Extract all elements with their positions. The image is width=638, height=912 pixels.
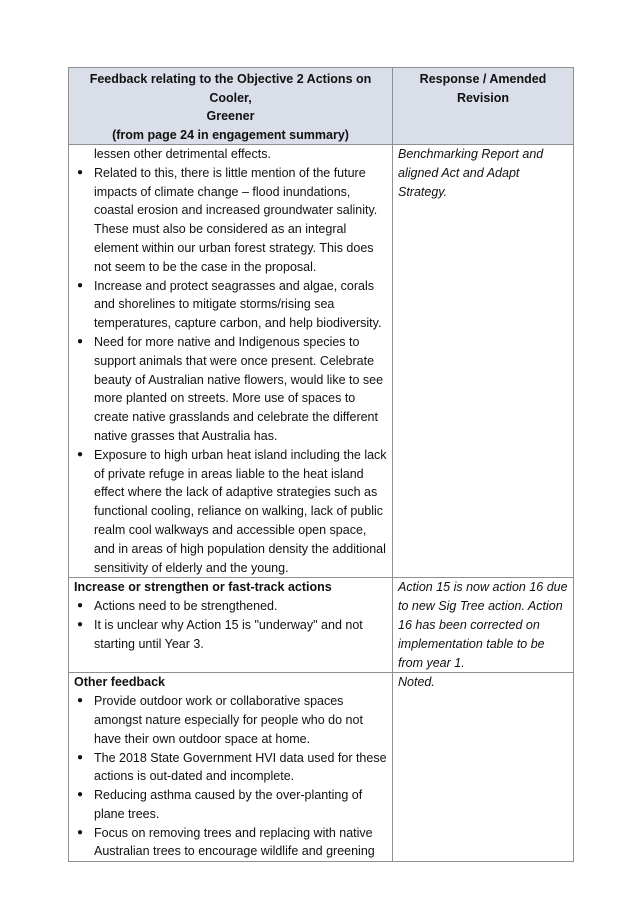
feedback-header-line-3: (from page 24 in engagement summary) <box>112 127 349 142</box>
bullet-icon: ● <box>76 751 84 763</box>
response-header-line-2: Revision <box>456 90 510 105</box>
section-heading: Increase or strengthen or fast-track actions <box>74 580 332 595</box>
bullet-icon: ● <box>76 600 84 612</box>
feedback-header-line-2: Greener <box>206 109 255 123</box>
list-item <box>74 597 388 616</box>
bullet-icon: ● <box>76 618 84 630</box>
bullet-icon: ● <box>76 279 84 291</box>
list-item <box>74 786 388 824</box>
list-item <box>74 824 388 862</box>
bullet-icon: ● <box>76 789 84 801</box>
response-cell: Noted. <box>393 673 574 862</box>
list-item <box>74 749 388 787</box>
table-row <box>69 673 574 862</box>
response-column-header <box>393 68 574 145</box>
list-item-text: Reducing asthma caused by the over-planting of plane trees. <box>94 788 363 821</box>
list-item-text: Actions need to be strengthened. <box>94 599 278 614</box>
bullet-icon: ● <box>76 695 84 707</box>
list-item <box>74 333 388 446</box>
list-item-text: It is unclear why Action 15 is "underway" and not starting until Year 3. <box>94 617 363 651</box>
bullet-icon: ● <box>76 448 84 460</box>
response-cell: Benchmarking Report and aligned Act and Adapt Strategy. <box>393 145 574 578</box>
bullet-icon: ● <box>76 166 84 178</box>
list-item <box>74 277 388 333</box>
list-item <box>74 692 388 748</box>
response-cell: Action 15 is now action 16 due to new Sig Tree action. Action 16 has been corrected on implementation table to be from year 1. <box>393 578 574 673</box>
feedback-header-line-1: Feedback relating to the Objective 2 Actions on Cooler, <box>89 72 372 105</box>
continuation-text: lessen other detrimental effects. <box>94 147 271 161</box>
section-heading: Other feedback <box>74 675 166 690</box>
list-item-text: Focus on removing trees and replacing with native Australian trees to encourage wildlife and greening <box>94 825 375 859</box>
table-row <box>69 578 574 673</box>
list-item-text: The 2018 State Government HVI data used for these actions is out-dated and incomplete. <box>94 750 387 784</box>
feedback-list <box>74 164 388 578</box>
table-row <box>69 145 574 578</box>
bullet-icon: ● <box>76 335 84 347</box>
feedback-table <box>68 67 574 862</box>
feedback-cell <box>69 145 393 578</box>
feedback-list <box>74 597 388 653</box>
list-item-text: Increase and protect seagrasses and algae, corals and shorelines to mitigate storms/rising sea temperatures, capture carbon, and help biodiversity. <box>94 278 382 331</box>
list-item <box>74 164 388 277</box>
list-item-text: Exposure to high urban heat island including the lack of private refuge in areas liable to the heat island effect where the lack of adaptive strategies such as functional cooling, reliance on walking, lack of public realm cool walkways and accessible open space, and in areas of high population density the additional sensitivity of elderly and the young. <box>94 447 387 575</box>
feedback-cell <box>69 673 393 862</box>
list-item <box>74 616 388 654</box>
list-item-text: Need for more native and Indigenous species to support animals that were once present. Celebrate beauty of Australian native flowers, would like to see more planted on streets. More use of spaces to create native grasslands and celebrate the different native grasses that Australia has. <box>94 334 384 443</box>
bullet-icon: ● <box>76 826 84 838</box>
feedback-list <box>74 692 388 861</box>
list-item-text: Related to this, there is little mention of the future impacts of climate change – flood inundations, coastal erosion and increased groundwater salinity. These must also be considered as an integral element within our urban forest strategy. This does not seem to be the case in the proposal. <box>94 165 378 274</box>
response-header-line-1: Response / Amended <box>419 72 547 86</box>
list-item-text: Provide outdoor work or collaborative spaces amongst nature especially for people who do not have their own outdoor space at home. <box>94 694 363 746</box>
feedback-column-header <box>69 68 393 145</box>
table-header-row <box>69 68 574 145</box>
list-item <box>74 446 388 578</box>
feedback-cell <box>69 578 393 673</box>
